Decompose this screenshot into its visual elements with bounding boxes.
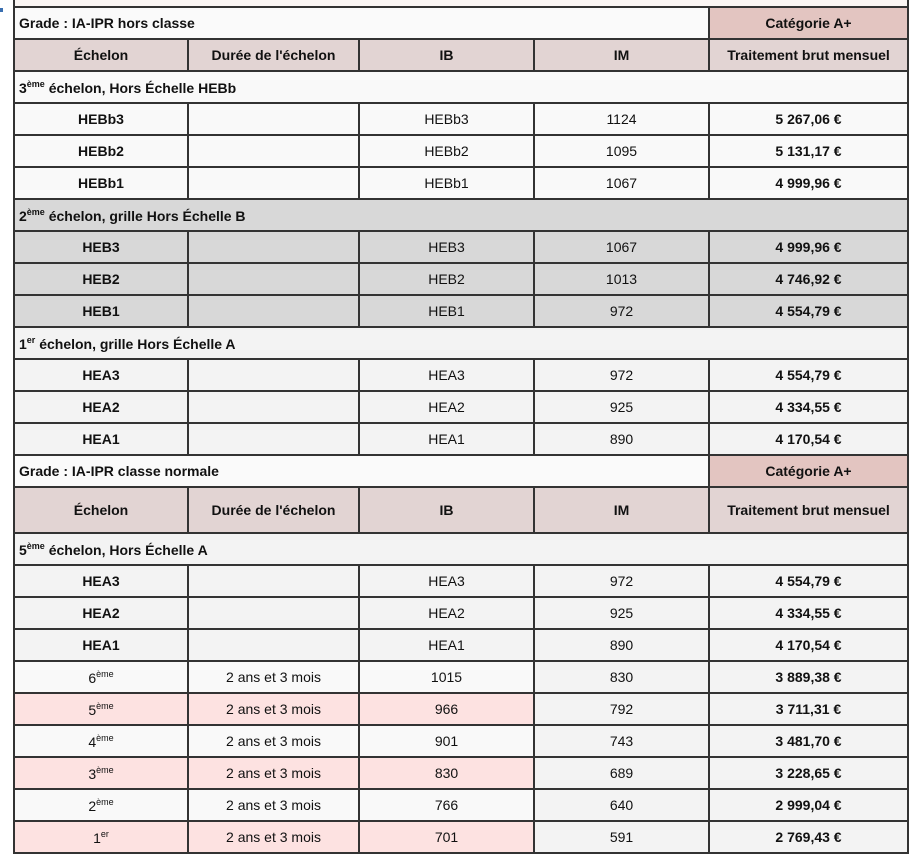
cell-duree — [188, 423, 359, 455]
previous-row-cell — [14, 0, 908, 7]
cell-duree: 2 ans et 3 mois — [188, 661, 359, 693]
cell-echelon: HEA2 — [14, 391, 188, 423]
cell-ib: 830 — [359, 757, 534, 789]
cell-im: 830 — [534, 661, 709, 693]
table-row — [14, 725, 908, 757]
table-row — [14, 597, 908, 629]
cell-im: 1013 — [534, 263, 709, 295]
header-duree: Durée de l'échelon — [188, 39, 359, 71]
table-row — [14, 423, 908, 455]
grade-label: Grade : IA-IPR classe normale — [14, 455, 709, 487]
cell-im: 1067 — [534, 167, 709, 199]
column-header-row — [14, 39, 908, 71]
cell-duree: 2 ans et 3 mois — [188, 789, 359, 821]
cell-ib: 901 — [359, 725, 534, 757]
header-echelon: Échelon — [14, 39, 188, 71]
cell-ib: HEA2 — [359, 597, 534, 629]
header-ib: IB — [359, 39, 534, 71]
cell-brut: 5 267,06 € — [709, 103, 908, 135]
section-row — [14, 199, 908, 231]
cell-brut: 5 131,17 € — [709, 135, 908, 167]
table-row — [14, 821, 908, 853]
table-row — [14, 231, 908, 263]
page-edge-marker — [0, 8, 3, 12]
cell-brut: 2 769,43 € — [709, 821, 908, 853]
section-title: 5ème échelon, Hors Échelle A — [14, 533, 908, 565]
cell-brut: 2 999,04 € — [709, 789, 908, 821]
table-row — [14, 359, 908, 391]
cell-im: 743 — [534, 725, 709, 757]
cell-duree — [188, 391, 359, 423]
cell-duree — [188, 629, 359, 661]
cell-ib: HEBb3 — [359, 103, 534, 135]
section-title: 3ème échelon, Hors Échelle HEBb — [14, 71, 908, 103]
category-label: Catégorie A+ — [709, 455, 908, 487]
grade-label: Grade : IA-IPR hors classe — [14, 7, 709, 39]
cell-im: 1095 — [534, 135, 709, 167]
category-label: Catégorie A+ — [709, 7, 908, 39]
cell-im: 792 — [534, 693, 709, 725]
cell-brut: 3 889,38 € — [709, 661, 908, 693]
cell-im: 1067 — [534, 231, 709, 263]
section-row — [14, 71, 908, 103]
cell-im: 925 — [534, 391, 709, 423]
cell-echelon: HEB3 — [14, 231, 188, 263]
cell-duree — [188, 103, 359, 135]
cell-brut: 4 554,79 € — [709, 565, 908, 597]
cell-echelon: HEBb1 — [14, 167, 188, 199]
cell-duree — [188, 167, 359, 199]
header-im: IM — [534, 39, 709, 71]
cell-ib: HEA2 — [359, 391, 534, 423]
cell-echelon: HEA3 — [14, 565, 188, 597]
cell-echelon: 2ème — [14, 789, 188, 821]
header-duree: Durée de l'échelon — [188, 487, 359, 533]
cell-ib: 1015 — [359, 661, 534, 693]
cell-echelon: HEB1 — [14, 295, 188, 327]
table-row — [14, 391, 908, 423]
section-row — [14, 327, 908, 359]
grade-row-hors-classe — [14, 7, 908, 39]
cell-echelon: HEA3 — [14, 359, 188, 391]
cell-echelon: HEB2 — [14, 263, 188, 295]
cell-brut: 4 746,92 € — [709, 263, 908, 295]
cell-echelon: 6ème — [14, 661, 188, 693]
cell-ib: HEB1 — [359, 295, 534, 327]
section-title: 1er échelon, grille Hors Échelle A — [14, 327, 908, 359]
cell-duree — [188, 135, 359, 167]
cell-brut: 4 334,55 € — [709, 391, 908, 423]
cell-duree — [188, 295, 359, 327]
cell-brut: 4 554,79 € — [709, 295, 908, 327]
cell-brut: 4 554,79 € — [709, 359, 908, 391]
table-row — [14, 263, 908, 295]
table-row — [14, 565, 908, 597]
cell-echelon: HEBb2 — [14, 135, 188, 167]
cell-brut: 4 170,54 € — [709, 629, 908, 661]
cell-echelon: 4ème — [14, 725, 188, 757]
column-header-row — [14, 487, 908, 533]
cell-echelon: 1er — [14, 821, 188, 853]
table-row — [14, 757, 908, 789]
grade-row-classe-normale — [14, 455, 908, 487]
cell-ib: HEA1 — [359, 629, 534, 661]
cell-ib: HEA3 — [359, 565, 534, 597]
header-ib: IB — [359, 487, 534, 533]
cell-duree — [188, 231, 359, 263]
table-row — [14, 661, 908, 693]
cell-im: 689 — [534, 757, 709, 789]
cell-duree: 2 ans et 3 mois — [188, 725, 359, 757]
cell-ib: HEB2 — [359, 263, 534, 295]
cell-ib: HEA1 — [359, 423, 534, 455]
cell-brut: 4 999,96 € — [709, 231, 908, 263]
cell-im: 591 — [534, 821, 709, 853]
cell-ib: HEA3 — [359, 359, 534, 391]
cell-brut: 4 170,54 € — [709, 423, 908, 455]
cell-im: 1124 — [534, 103, 709, 135]
cell-im: 890 — [534, 423, 709, 455]
section-row — [14, 533, 908, 565]
header-im: IM — [534, 487, 709, 533]
cell-duree — [188, 597, 359, 629]
table-row — [14, 693, 908, 725]
cell-im: 972 — [534, 565, 709, 597]
table-row — [14, 789, 908, 821]
table-row — [14, 629, 908, 661]
cell-im: 972 — [534, 359, 709, 391]
cell-im: 890 — [534, 629, 709, 661]
cell-echelon: HEA1 — [14, 629, 188, 661]
cell-echelon: HEBb3 — [14, 103, 188, 135]
salary-grid-table — [13, 0, 909, 854]
cell-brut: 3 711,31 € — [709, 693, 908, 725]
cell-ib: HEB3 — [359, 231, 534, 263]
cell-duree — [188, 359, 359, 391]
table-row — [14, 295, 908, 327]
header-traitement: Traitement brut mensuel — [709, 487, 908, 533]
cell-brut: 4 999,96 € — [709, 167, 908, 199]
cell-im: 972 — [534, 295, 709, 327]
cell-echelon: HEA2 — [14, 597, 188, 629]
cell-echelon: 3ème — [14, 757, 188, 789]
cell-duree: 2 ans et 3 mois — [188, 757, 359, 789]
table-row — [14, 135, 908, 167]
cell-duree — [188, 263, 359, 295]
cell-duree — [188, 565, 359, 597]
cell-ib: HEBb2 — [359, 135, 534, 167]
cell-brut: 3 481,70 € — [709, 725, 908, 757]
cell-echelon: 5ème — [14, 693, 188, 725]
cell-ib: 966 — [359, 693, 534, 725]
previous-row-fragment — [14, 0, 908, 7]
cell-brut: 4 334,55 € — [709, 597, 908, 629]
table-row — [14, 167, 908, 199]
cell-ib: HEBb1 — [359, 167, 534, 199]
cell-ib: 701 — [359, 821, 534, 853]
cell-duree: 2 ans et 3 mois — [188, 693, 359, 725]
header-echelon: Échelon — [14, 487, 188, 533]
cell-brut: 3 228,65 € — [709, 757, 908, 789]
cell-duree: 2 ans et 3 mois — [188, 821, 359, 853]
header-traitement: Traitement brut mensuel — [709, 39, 908, 71]
cell-echelon: HEA1 — [14, 423, 188, 455]
cell-im: 925 — [534, 597, 709, 629]
cell-ib: 766 — [359, 789, 534, 821]
table-row — [14, 103, 908, 135]
cell-im: 640 — [534, 789, 709, 821]
section-title: 2ème échelon, grille Hors Échelle B — [14, 199, 908, 231]
